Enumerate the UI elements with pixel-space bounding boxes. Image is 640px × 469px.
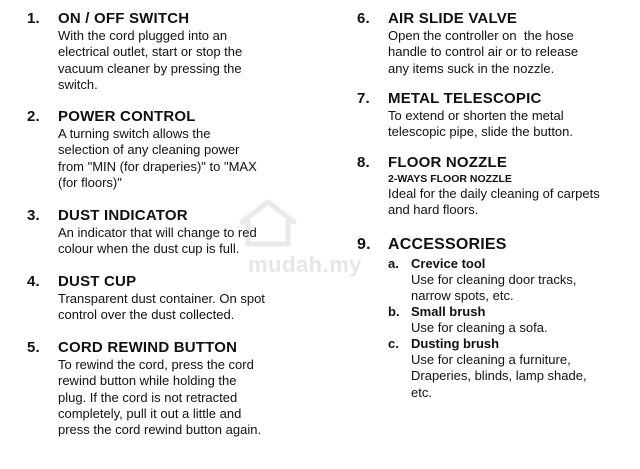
accessory-letter: a. — [388, 256, 399, 271]
item-number: 6. — [357, 10, 370, 27]
accessory-title: Crevice tool — [411, 256, 486, 271]
item-title: METAL TELESCOPIC — [388, 90, 542, 107]
item-number: 8. — [357, 154, 370, 171]
item-title: ACCESSORIES — [388, 236, 507, 253]
item-description: Ideal for the daily cleaning of carpets and hard floors. — [388, 186, 600, 218]
accessory-title: Small brush — [411, 304, 486, 319]
item-number: 4. — [27, 273, 40, 290]
accessory-description: Use for cleaning a furniture, Draperies, blinds, lamp shade, etc. — [411, 352, 587, 400]
item-description: Transparent dust container. On spot control over the dust collected. — [58, 291, 265, 323]
item-number: 1. — [27, 10, 40, 27]
accessory-title: Dusting brush — [411, 336, 500, 351]
item-title: CORD REWIND BUTTON — [58, 339, 238, 356]
watermark-text: mudah.my — [248, 252, 363, 277]
item-description: To rewind the cord, press the cord rewind button while holding the plug. If the cord is not retracted completely, pull it out a little and press the cord rewind button again. — [58, 357, 262, 438]
item-description: To extend or shorten the metal telescopic pipe, slide the button. — [388, 108, 574, 140]
item-description: With the cord plugged into an electrical outlet, start or stop the vacuum cleaner by pressing the switch. — [58, 28, 243, 92]
item-title: DUST INDICATOR — [58, 207, 188, 224]
item-description: A turning switch allows the selection of any cleaning power from "MIN (for draperies)" to "MAX (for floors)" — [58, 126, 257, 190]
item-number: 2. — [27, 108, 40, 125]
accessory-description: Use for cleaning door tracks, narrow spots, etc. — [411, 272, 577, 304]
accessory-letter: b. — [388, 304, 400, 319]
house-logo-icon — [238, 198, 298, 248]
item-title: FLOOR NOZZLE — [388, 154, 508, 171]
item-number: 3. — [27, 207, 40, 224]
item-subtitle: 2-WAYS FLOOR NOZZLE — [388, 173, 512, 185]
item-number: 5. — [27, 339, 40, 356]
item-description: An indicator that will change to red colour when the dust cup is full. — [58, 225, 257, 257]
item-title: DUST CUP — [58, 273, 137, 290]
watermark — [238, 198, 363, 277]
item-description: Open the controller on the hose handle to control air or to release any items suck in the nozzle. — [388, 28, 579, 76]
accessory-letter: c. — [388, 336, 399, 351]
accessory-description: Use for cleaning a sofa. — [411, 320, 548, 335]
item-title: AIR SLIDE VALVE — [388, 10, 518, 27]
item-number: 7. — [357, 90, 370, 107]
item-title: ON / OFF SWITCH — [58, 10, 190, 27]
item-title: POWER CONTROL — [58, 108, 196, 125]
item-number: 9. — [357, 236, 371, 253]
